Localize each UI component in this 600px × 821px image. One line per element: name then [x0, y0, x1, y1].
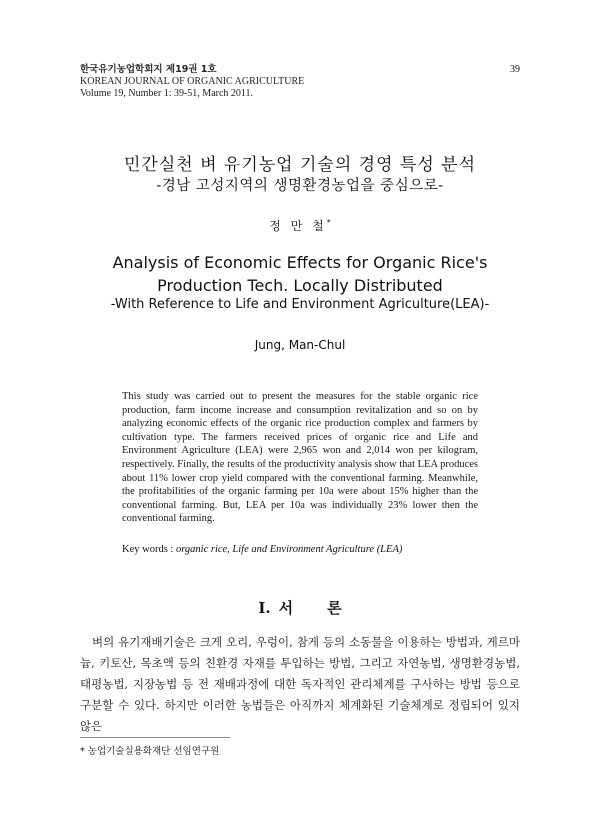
subtitle-en: -With Reference to Life and Environment Agriculture(LEA)- [110, 297, 490, 312]
subtitle-kr: -경남 고성지역의 생명환경농업을 중심으로- [156, 178, 444, 194]
author-kr [0, 217, 600, 234]
author-footnote-mark: * [326, 218, 331, 227]
keywords [122, 544, 502, 555]
section-title-part2: 론 [327, 599, 342, 617]
footnote-divider [80, 737, 230, 738]
section-heading [0, 597, 600, 618]
body-paragraph: 벼의 유기재배기술은 크게 오리, 우렁이, 참게 등의 소동물을 이용하는 방법과, 게르마늄, 키토산, 목초액 등의 친환경 자재를 투입하는 방법, 그리고 자연농법, 생명환경농법, 태평농법, 지장농법 등 전 재배과정에 대한 독자적인 관리체계를 구사하는 방법 등으로 구분할 수 있다. 하지만 이러한 농법들은 아직까지 체계화된 기술체계로 정립되어 있지 않은 [80, 635, 520, 733]
keywords-label: Key words : [122, 544, 174, 555]
volume-info: Volume 19, Number 1: 39-51, March 2011. [80, 88, 254, 99]
section-title-part1: 서 [278, 599, 294, 617]
section-number: Ⅰ. [258, 599, 271, 617]
author-kr-name: 정 만 철 [269, 219, 327, 233]
journal-name-kr: 한국유기농업학회지 제19권 1호 [80, 64, 217, 75]
journal-name-en: KOREAN JOURNAL OF ORGANIC AGRICULTURE [80, 76, 305, 87]
author-en: Jung, Man-Chul [254, 338, 346, 352]
page-number: 39 [510, 64, 520, 75]
keywords-terms: organic rice, Life and Environment Agriculture (LEA) [175, 544, 403, 555]
title-kr: 민간실천 벼 유기농업 기술의 경영 특성 분석 [123, 155, 477, 175]
title-en-line1: Analysis of Economic Effects for Organic Rice's [112, 253, 488, 272]
title-en-line2: Production Tech. Locally Distributed [157, 276, 443, 295]
footnote: * 농업기술실용화재단 선임연구원 [80, 746, 220, 757]
title-en [0, 251, 600, 297]
abstract: This study was carried out to present the measures for the stable organic rice production, farm income increase and consumption revitalization and so on by analyzing economic effects of the organic rice production complex and farmers by cultivation type. The farmers received prices of organic rice and Life and Environment Agriculture (LEA) were 2,965 won and 2,014 won per kilogram, respectively. Finally, the results of the productivity analysis show that LEA produces about 11% lower crop yield compared with the conventional farming. Meanwhile, the profitabilities of the organic farming per 10a were about 15% higher than the conventional farming. But, LEA per 10a was individually 23% lower then the conventional farming. [122, 391, 478, 525]
journal-header [80, 64, 520, 100]
